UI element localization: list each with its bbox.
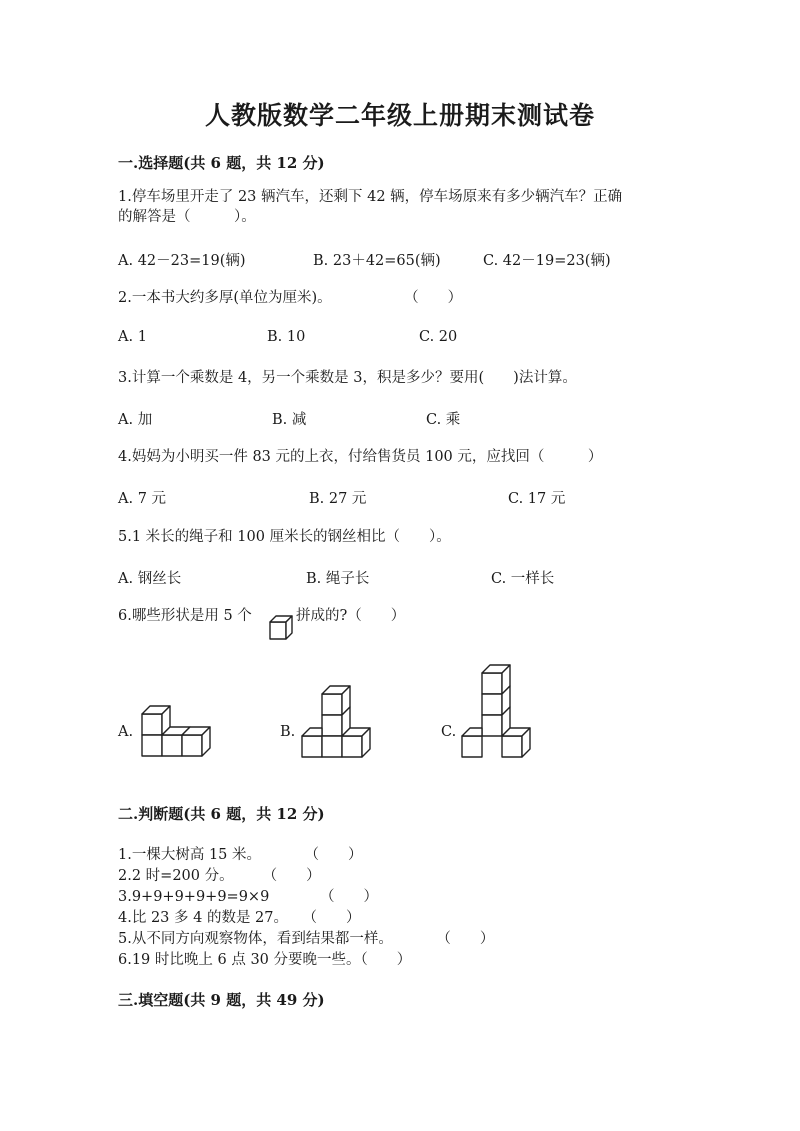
judge-q3: 3.9+9+9+9+9=9×9 （ ） [118, 889, 379, 905]
choice-q1-stem-line1: 1.停车场里开走了 23 辆汽车，还剩下 42 辆，停车场原来有多少辆汽车？正确 [118, 189, 623, 205]
choice-q2-option-b: B. 10 [267, 329, 306, 345]
choice-q2-option-a: A. 1 [118, 329, 147, 345]
page-title: 人教版数学二年级上册期末测试卷 [204, 101, 595, 130]
choice-q1-stem-line2: 的解答是（ ）。 [118, 209, 256, 225]
choice-q1-option-b: B. 23＋42=65(辆) [313, 253, 441, 269]
choice-q1-option-a: A. 42－23=19(辆) [118, 253, 246, 269]
cube-figure-b [298, 680, 376, 762]
judge-q4: 4.比 23 多 4 的数是 27。 （ ） [118, 910, 361, 926]
choice-q4-option-a: A. 7 元 [118, 491, 167, 507]
choice-q5-option-a: A. 钢丝长 [118, 571, 182, 587]
choice-q3-stem: 3.计算一个乘数是 4，另一个乘数是 3，积是多少？要用( )法计算。 [118, 370, 577, 386]
choice-q2-stem: 2.一本书大约多厚(单位为厘米)。 （ ） [118, 290, 463, 306]
choice-q6-option-c: C. [441, 724, 457, 740]
judge-q1: 1.一棵大树高 15 米。 （ ） [118, 847, 363, 863]
choice-q6-option-a: A. [118, 724, 134, 740]
choice-q4-stem: 4.妈妈为小明买一件 83 元的上衣，付给售货员 100 元，应找回（ ） [118, 449, 603, 465]
cube-figure-a [136, 700, 216, 760]
choice-q1-option-c: C. 42－19=23(辆) [483, 253, 611, 269]
section-fill-heading: 三.填空题(共 9 题，共 49 分) [118, 991, 325, 1009]
section-judge-heading: 二.判断题(共 6 题，共 12 分) [118, 805, 325, 823]
choice-q5-option-b: B. 绳子长 [306, 571, 370, 587]
cube-figure-c [458, 662, 536, 762]
choice-q3-option-b: B. 减 [272, 412, 307, 428]
choice-q5-stem: 5.1 米长的绳子和 100 厘米长的钢丝相比（ ）。 [118, 529, 451, 545]
choice-q3-option-c: C. 乘 [426, 412, 461, 428]
choice-q5-option-c: C. 一样长 [491, 571, 555, 587]
single-cube-icon [268, 614, 294, 642]
choice-q6-stem-after: 拼成的?（ ） [296, 608, 406, 624]
section-choice-heading: 一.选择题(共 6 题，共 12 分) [118, 154, 325, 172]
choice-q4-option-b: B. 27 元 [309, 491, 367, 507]
judge-q6: 6.19 时比晚上 6 点 30 分要晚一些。（ ） [118, 952, 412, 968]
choice-q2-option-c: C. 20 [419, 329, 458, 345]
choice-q6-option-b: B. [280, 724, 296, 740]
choice-q6-stem-before: 6.哪些形状是用 5 个 [118, 608, 252, 624]
choice-q4-option-c: C. 17 元 [508, 491, 566, 507]
judge-q5: 5.从不同方向观察物体，看到结果都一样。 （ ） [118, 931, 495, 947]
judge-q2: 2.2 时=200 分。 （ ） [118, 868, 321, 884]
choice-q3-option-a: A. 加 [118, 412, 153, 428]
